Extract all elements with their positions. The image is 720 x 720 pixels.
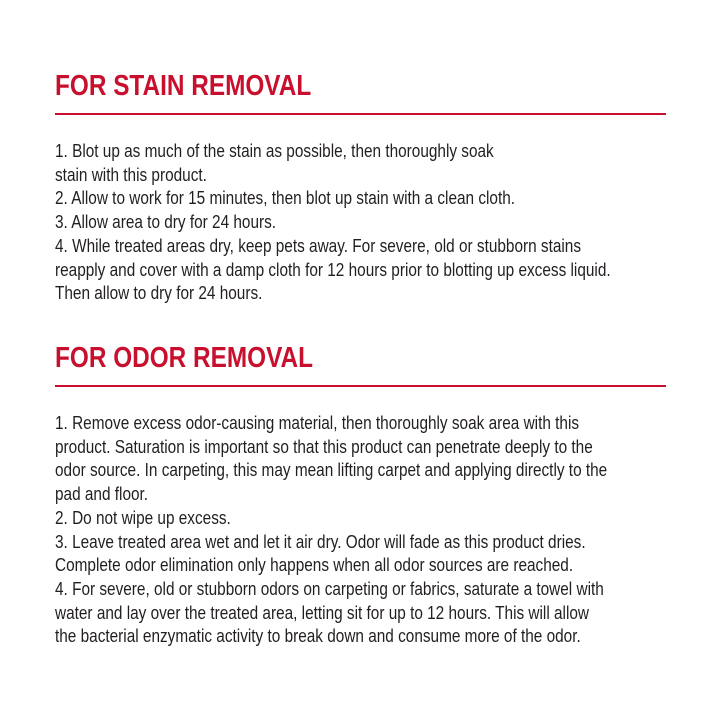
odor-removal-heading: FOR ODOR REMOVAL	[55, 342, 314, 374]
instruction-line: 3. Allow area to dry for 24 hours.	[55, 211, 277, 233]
instruction-line: reapply and cover with a damp cloth for 12 hours prior to blotting up excess liquid.	[55, 258, 611, 280]
odor-instructions	[55, 411, 666, 648]
stain-removal-section	[55, 69, 666, 305]
instruction-line: 1. Remove excess odor-causing material, then thoroughly soak area with this	[55, 412, 580, 433]
stain-removal-heading: FOR STAIN REMOVAL	[55, 70, 312, 102]
instruction-line: Complete odor elimination only happens when all odor sources are reached.	[55, 554, 574, 576]
instruction-line: pad and floor.	[55, 483, 149, 505]
instruction-line: 4. For severe, old or stubborn odors on carpeting or fabrics, saturate a towel with	[55, 577, 604, 599]
instruction-line: odor source. In carpeting, this may mean lifting carpet and applying directly to the	[55, 459, 608, 481]
odor-divider	[55, 385, 666, 387]
instruction-line: 2. Allow to work for 15 minutes, then blot up stain with a clean cloth.	[55, 187, 516, 209]
instruction-line: Then allow to dry for 24 hours.	[55, 282, 263, 304]
instruction-line: 1. Blot up as much of the stain as possible, then thoroughly soak	[55, 140, 494, 161]
instruction-line: the bacterial enzymatic activity to break down and consume more of the odor.	[55, 625, 581, 647]
instruction-line: stain with this product.	[55, 163, 207, 185]
instruction-line: 2. Do not wipe up excess.	[55, 506, 231, 528]
instruction-line: water and lay over the treated area, letting sit for up to 12 hours. This will allow	[55, 601, 590, 623]
odor-removal-section	[55, 341, 666, 648]
stain-divider	[55, 113, 666, 115]
instruction-line: 3. Leave treated area wet and let it air dry. Odor will fade as this product dries.	[55, 530, 586, 552]
stain-instructions	[55, 139, 666, 305]
instruction-line: product. Saturation is important so that this product can penetrate deeply to the	[55, 435, 593, 457]
instruction-line: 4. While treated areas dry, keep pets away. For severe, old or stubborn stains	[55, 234, 582, 256]
